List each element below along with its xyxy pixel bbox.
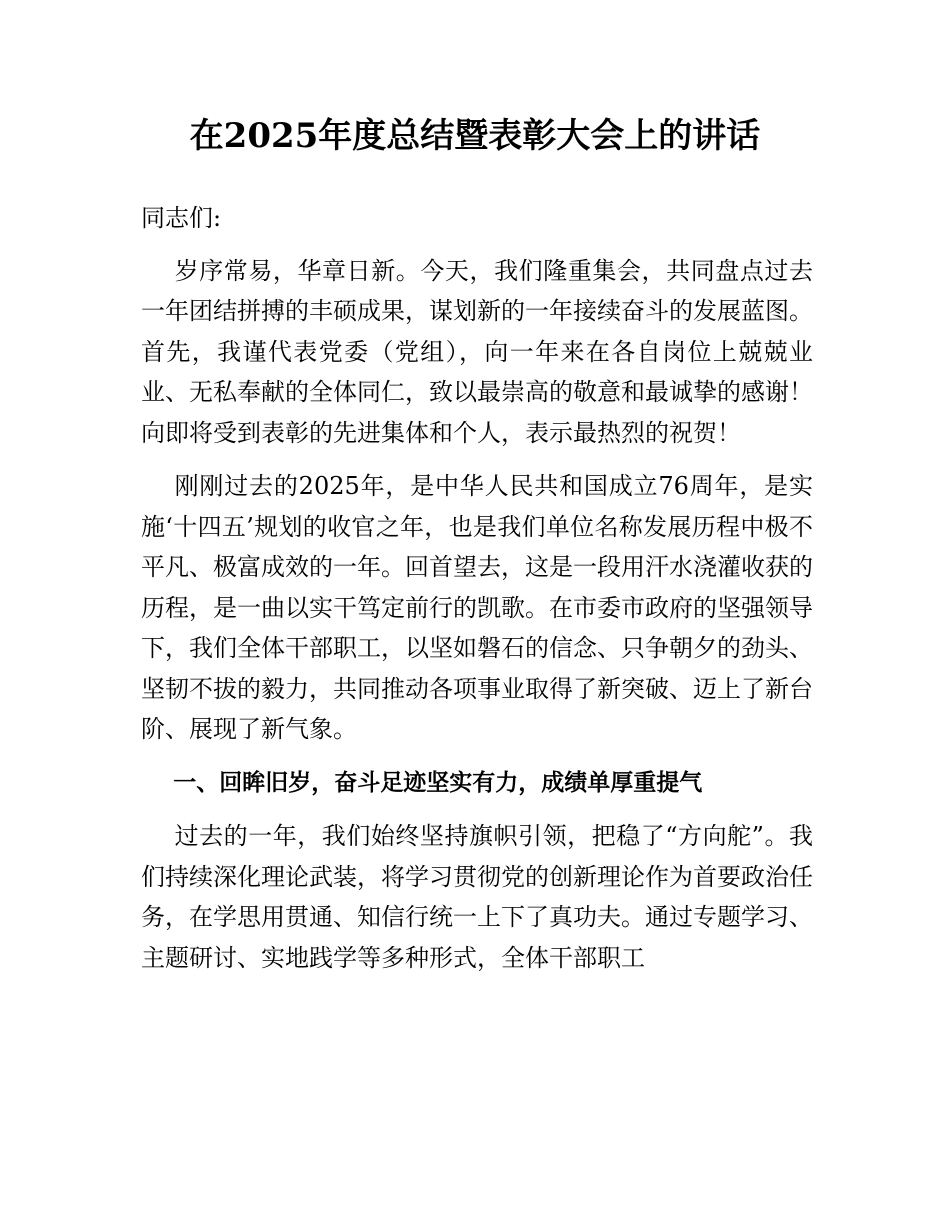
paragraph-review: 刚刚过去的2025年，是中华人民共和国成立76周年，是实施‘十四五’规划的收官之年，也是我们单位名称发展历程中极不平凡、极富成效的一年。回首望去，这是一段用汗水浇灌收获的历程，是一曲以实干笃定前行的凯歌。在市委市政府的坚强领导下，我们全体干部职工，以坚如磐石的信念、只争朝夕的劲头、坚韧不拔的毅力，共同推动各项事业取得了新突破、迈上了新台阶、展现了新气象。 bbox=[141, 472, 813, 743]
document-title: 在2025年度总结暨表彰大会上的讲话 bbox=[189, 116, 761, 156]
document-body bbox=[141, 198, 813, 991]
paragraph-opening: 岁序常易，华章日新。今天，我们隆重集会，共同盘点过去一年团结拼搏的丰硕成果，谋划新的一年接续奋斗的发展蓝图。首先，我谨代表党委（党组），向一年来在各自岗位上兢兢业业、无私奉献的全体同仁，致以最崇高的敬意和最诚挚的感谢！向即将受到表彰的先进集体和个人，表示最热烈的祝贺！ bbox=[141, 256, 813, 447]
greeting: 同志们: bbox=[141, 204, 222, 232]
paragraph-section-one: 过去的一年，我们始终坚持旗帜引领，把稳了“方向舵”。我们持续深化理论武装，将学习贯彻党的创新理论作为首要政治任务，在学思用贯通、知信行统一上下了真功夫。通过专题学习、主题研讨、实地践学等多种形式，全体干部职工 bbox=[141, 822, 813, 972]
section-heading: 一、回眸旧岁，奋斗足迹坚实有力，成绩单厚重提气 bbox=[173, 769, 703, 796]
